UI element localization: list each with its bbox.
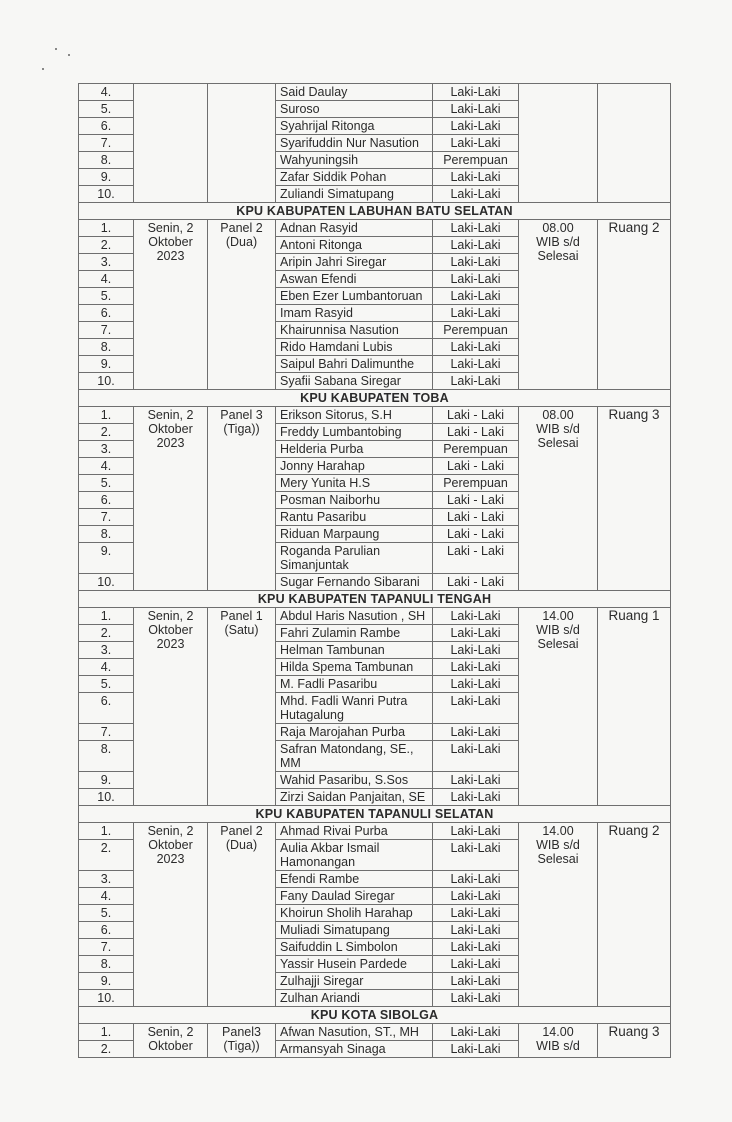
candidate-name: Aripin Jahri Siregar (276, 254, 433, 271)
candidate-name: Khoirun Sholih Harahap (276, 905, 433, 922)
candidate-gender: Laki-Laki (433, 772, 519, 789)
candidate-gender: Laki-Laki (433, 237, 519, 254)
table-row (79, 823, 671, 840)
candidate-name: Zafar Siddik Pohan (276, 169, 433, 186)
candidate-name: Rido Hamdani Lubis (276, 339, 433, 356)
row-number: 5. (79, 676, 134, 693)
empty-time-cell (519, 84, 598, 203)
row-number: 1. (79, 220, 134, 237)
row-number: 8. (79, 741, 134, 772)
cell-line: Senin, 2 (147, 221, 194, 235)
session-room (598, 1024, 671, 1058)
cell-line: 2023 (156, 852, 185, 866)
candidate-gender: Laki-Laki (433, 741, 519, 772)
session-time (519, 407, 598, 591)
candidate-name: Eben Ezer Lumbantoruan (276, 288, 433, 305)
candidate-gender: Laki - Laki (433, 543, 519, 574)
candidate-name: Suroso (276, 101, 433, 118)
cell-line: Selesai (537, 436, 579, 450)
session-panel (208, 823, 276, 1007)
cell-line: 2023 (156, 637, 185, 651)
candidate-gender: Laki - Laki (433, 458, 519, 475)
session-date (134, 608, 208, 806)
row-number: 6. (79, 492, 134, 509)
candidate-name: Aulia Akbar Ismail Hamonangan (276, 840, 433, 871)
candidate-gender: Laki-Laki (433, 1024, 519, 1041)
session-panel (208, 608, 276, 806)
session-room (598, 220, 671, 390)
candidate-gender: Laki - Laki (433, 509, 519, 526)
session-date (134, 407, 208, 591)
candidate-gender: Perempuan (433, 322, 519, 339)
row-number: 4. (79, 659, 134, 676)
table-row (79, 84, 671, 101)
row-number: 10. (79, 186, 134, 203)
row-number: 4. (79, 84, 134, 101)
candidate-name: Jonny Harahap (276, 458, 433, 475)
session-panel (208, 1024, 276, 1058)
row-number: 7. (79, 724, 134, 741)
row-number: 9. (79, 772, 134, 789)
candidate-gender: Laki-Laki (433, 339, 519, 356)
cell-line: Senin, 2 (147, 609, 194, 623)
schedule-table (78, 83, 671, 1058)
empty-date-cell (134, 84, 208, 203)
row-number: 1. (79, 407, 134, 424)
candidate-gender: Laki-Laki (433, 905, 519, 922)
session-room (598, 407, 671, 591)
candidate-gender: Laki-Laki (433, 84, 519, 101)
candidate-gender: Perempuan (433, 441, 519, 458)
section-title: KPU KABUPATEN TAPANULI SELATAN (79, 806, 671, 823)
candidate-gender: Laki-Laki (433, 990, 519, 1007)
cell-line: Senin, 2 (147, 1025, 194, 1039)
candidate-gender: Laki-Laki (433, 724, 519, 741)
cell-line: 14.00 (542, 609, 574, 623)
candidate-gender: Laki-Laki (433, 840, 519, 871)
row-number: 10. (79, 373, 134, 390)
candidate-name: Helderia Purba (276, 441, 433, 458)
candidate-name: Antoni Ritonga (276, 237, 433, 254)
candidate-gender: Laki-Laki (433, 693, 519, 724)
candidate-gender: Laki-Laki (433, 659, 519, 676)
candidate-gender: Laki-Laki (433, 271, 519, 288)
row-number: 6. (79, 305, 134, 322)
candidate-gender: Laki-Laki (433, 118, 519, 135)
cell-line: Oktober (148, 1039, 193, 1053)
section-title: KPU KOTA SIBOLGA (79, 1007, 671, 1024)
table-row (79, 407, 671, 424)
candidate-name: Zuliandi Simatupang (276, 186, 433, 203)
candidate-name: Mery Yunita H.S (276, 475, 433, 492)
candidate-gender: Laki-Laki (433, 254, 519, 271)
row-number: 8. (79, 956, 134, 973)
candidate-gender: Laki-Laki (433, 101, 519, 118)
cell-line: (Tiga)) (223, 422, 260, 436)
cell-line: Selesai (537, 852, 579, 866)
candidate-gender: Laki-Laki (433, 922, 519, 939)
candidate-name: Saifuddin L Simbolon (276, 939, 433, 956)
candidate-name: Abdul Haris Nasution , SH (276, 608, 433, 625)
candidate-name: Aswan Efendi (276, 271, 433, 288)
candidate-gender: Laki-Laki (433, 135, 519, 152)
candidate-name: Zirzi Saidan Panjaitan, SE (276, 789, 433, 806)
row-number: 9. (79, 543, 134, 574)
session-time (519, 608, 598, 806)
row-number: 2. (79, 1041, 134, 1058)
cell-line: Panel 2 (220, 824, 263, 838)
row-number: 2. (79, 424, 134, 441)
row-number: 5. (79, 288, 134, 305)
candidate-name: Hilda Spema Tambunan (276, 659, 433, 676)
cell-line: (Dua) (225, 235, 258, 249)
cell-line: Senin, 2 (147, 408, 194, 422)
cell-line: WIB s/d (536, 422, 580, 436)
row-number: 4. (79, 888, 134, 905)
candidate-name: Wahyuningsih (276, 152, 433, 169)
candidate-gender: Laki - Laki (433, 407, 519, 424)
cell-line: 14.00 (542, 1025, 574, 1039)
candidate-name: Zulhajji Siregar (276, 973, 433, 990)
row-number: 10. (79, 574, 134, 591)
row-number: 2. (79, 625, 134, 642)
candidate-name: Roganda Parulian Simanjuntak (276, 543, 433, 574)
empty-panel-cell (208, 84, 276, 203)
row-number: 8. (79, 526, 134, 543)
cell-line: Oktober (148, 235, 193, 249)
cell-line: Oktober (148, 623, 193, 637)
row-number: 1. (79, 608, 134, 625)
candidate-name: Fahri Zulamin Rambe (276, 625, 433, 642)
table-row (79, 608, 671, 625)
section-header-row (79, 390, 671, 407)
row-number: 6. (79, 118, 134, 135)
cell-line: WIB s/d (536, 623, 580, 637)
candidate-gender: Laki-Laki (433, 676, 519, 693)
session-room (598, 823, 671, 1007)
cell-line: Panel 3 (220, 408, 263, 422)
room-label: Ruang 3 (608, 407, 660, 422)
section-title: KPU KABUPATEN TOBA (79, 390, 671, 407)
session-room (598, 608, 671, 806)
candidate-gender: Laki-Laki (433, 939, 519, 956)
cell-line: Senin, 2 (147, 824, 194, 838)
candidate-name: Ahmad Rivai Purba (276, 823, 433, 840)
cell-line: 2023 (156, 436, 185, 450)
room-label: Ruang 1 (608, 608, 660, 623)
cell-line: Panel3 (222, 1025, 261, 1039)
candidate-name: Khairunnisa Nasution (276, 322, 433, 339)
session-time (519, 220, 598, 390)
cell-line: Oktober (148, 838, 193, 852)
candidate-name: Yassir Husein Pardede (276, 956, 433, 973)
candidate-gender: Perempuan (433, 475, 519, 492)
candidate-name: Saipul Bahri Dalimunthe (276, 356, 433, 373)
candidate-gender: Laki-Laki (433, 1041, 519, 1058)
session-panel (208, 220, 276, 390)
candidate-name: Imam Rasyid (276, 305, 433, 322)
candidate-name: Adnan Rasyid (276, 220, 433, 237)
candidate-gender: Laki-Laki (433, 373, 519, 390)
row-number: 3. (79, 871, 134, 888)
row-number: 9. (79, 973, 134, 990)
cell-line: Oktober (148, 422, 193, 436)
candidate-gender: Laki-Laki (433, 888, 519, 905)
row-number: 2. (79, 840, 134, 871)
room-label: Ruang 2 (608, 220, 660, 235)
candidate-gender: Laki-Laki (433, 625, 519, 642)
candidate-name: Riduan Marpaung (276, 526, 433, 543)
section-header-row (79, 203, 671, 220)
candidate-name: Efendi Rambe (276, 871, 433, 888)
session-time (519, 823, 598, 1007)
candidate-name: Armansyah Sinaga (276, 1041, 433, 1058)
candidate-name: Said Daulay (276, 84, 433, 101)
row-number: 3. (79, 441, 134, 458)
row-number: 10. (79, 789, 134, 806)
row-number: 5. (79, 905, 134, 922)
candidate-gender: Laki - Laki (433, 526, 519, 543)
cell-line: 08.00 (542, 221, 574, 235)
candidate-name: Mhd. Fadli Wanri Putra Hutagalung (276, 693, 433, 724)
candidate-name: Muliadi Simatupang (276, 922, 433, 939)
row-number: 7. (79, 135, 134, 152)
candidate-name: Rantu Pasaribu (276, 509, 433, 526)
row-number: 9. (79, 356, 134, 373)
candidate-name: Raja Marojahan Purba (276, 724, 433, 741)
section-title: KPU KABUPATEN TAPANULI TENGAH (79, 591, 671, 608)
cell-line: WIB s/d (536, 838, 580, 852)
row-number: 2. (79, 237, 134, 254)
candidate-gender: Laki-Laki (433, 642, 519, 659)
row-number: 8. (79, 152, 134, 169)
cell-line: Panel 2 (220, 221, 263, 235)
cell-line: (Dua) (225, 838, 258, 852)
cell-line: 2023 (156, 249, 185, 263)
candidate-name: M. Fadli Pasaribu (276, 676, 433, 693)
candidate-gender: Laki-Laki (433, 305, 519, 322)
candidate-name: Syafii Sabana Siregar (276, 373, 433, 390)
row-number: 1. (79, 823, 134, 840)
candidate-gender: Perempuan (433, 152, 519, 169)
session-date (134, 1024, 208, 1058)
candidate-gender: Laki - Laki (433, 424, 519, 441)
table-row (79, 1024, 671, 1041)
row-number: 1. (79, 1024, 134, 1041)
cell-line: (Tiga)) (223, 1039, 260, 1053)
row-number: 7. (79, 322, 134, 339)
row-number: 5. (79, 475, 134, 492)
session-date (134, 220, 208, 390)
row-number: 6. (79, 693, 134, 724)
candidate-name: Helman Tambunan (276, 642, 433, 659)
room-label: Ruang 2 (608, 823, 660, 838)
cell-line: WIB s/d (536, 235, 580, 249)
row-number: 7. (79, 939, 134, 956)
section-header-row (79, 591, 671, 608)
row-number: 5. (79, 101, 134, 118)
candidate-gender: Laki-Laki (433, 956, 519, 973)
row-number: 7. (79, 509, 134, 526)
row-number: 8. (79, 339, 134, 356)
cell-line: (Satu) (224, 623, 259, 637)
schedule-table-body (79, 84, 671, 1058)
row-number: 3. (79, 254, 134, 271)
candidate-gender: Laki-Laki (433, 356, 519, 373)
candidate-name: Sugar Fernando Sibarani (276, 574, 433, 591)
candidate-name: Syarifuddin Nur Nasution (276, 135, 433, 152)
row-number: 4. (79, 458, 134, 475)
candidate-gender: Laki-Laki (433, 871, 519, 888)
candidate-gender: Laki-Laki (433, 220, 519, 237)
candidate-name: Syahrijal Ritonga (276, 118, 433, 135)
candidate-gender: Laki-Laki (433, 186, 519, 203)
cell-line: Panel 1 (220, 609, 263, 623)
session-time (519, 1024, 598, 1058)
candidate-gender: Laki - Laki (433, 574, 519, 591)
empty-room-cell (598, 84, 671, 203)
candidate-gender: Laki - Laki (433, 492, 519, 509)
candidate-name: Fany Daulad Siregar (276, 888, 433, 905)
table-row (79, 220, 671, 237)
candidate-gender: Laki-Laki (433, 973, 519, 990)
cell-line: Selesai (537, 249, 579, 263)
cell-line: WIB s/d (536, 1039, 580, 1053)
candidate-name: Wahid Pasaribu, S.Sos (276, 772, 433, 789)
candidate-name: Safran Matondang, SE., MM (276, 741, 433, 772)
candidate-gender: Laki-Laki (433, 608, 519, 625)
row-number: 4. (79, 271, 134, 288)
cell-line: 14.00 (542, 824, 574, 838)
row-number: 10. (79, 990, 134, 1007)
candidate-name: Zulhan Ariandi (276, 990, 433, 1007)
row-number: 6. (79, 922, 134, 939)
candidate-gender: Laki-Laki (433, 288, 519, 305)
candidate-name: Freddy Lumbantobing (276, 424, 433, 441)
row-number: 3. (79, 642, 134, 659)
session-date (134, 823, 208, 1007)
candidate-gender: Laki-Laki (433, 789, 519, 806)
cell-line: 08.00 (542, 408, 574, 422)
candidate-gender: Laki-Laki (433, 823, 519, 840)
candidate-name: Erikson Sitorus, S.H (276, 407, 433, 424)
section-header-row (79, 1007, 671, 1024)
section-title: KPU KABUPATEN LABUHAN BATU SELATAN (79, 203, 671, 220)
room-label: Ruang 3 (608, 1024, 660, 1039)
candidate-gender: Laki-Laki (433, 169, 519, 186)
section-header-row (79, 806, 671, 823)
candidate-name: Posman Naiborhu (276, 492, 433, 509)
candidate-name: Afwan Nasution, ST., MH (276, 1024, 433, 1041)
session-panel (208, 407, 276, 591)
row-number: 9. (79, 169, 134, 186)
cell-line: Selesai (537, 637, 579, 651)
